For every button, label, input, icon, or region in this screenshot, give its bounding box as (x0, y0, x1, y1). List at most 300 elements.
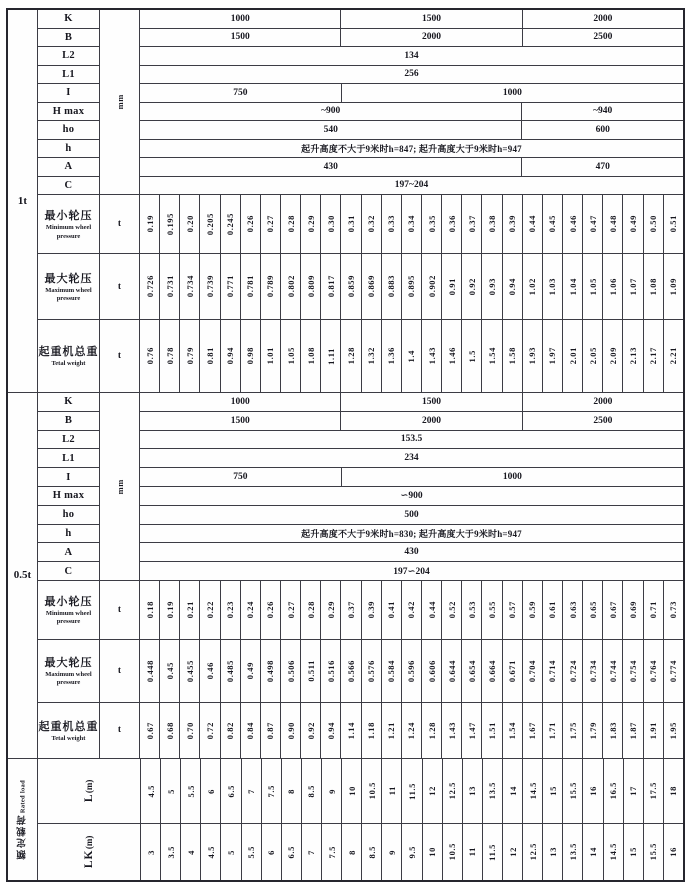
value-cell (140, 703, 160, 758)
value-cell (503, 195, 523, 253)
dim-value: 1000 (502, 472, 522, 483)
value-text: 0.46 (567, 215, 578, 233)
value-text: 12 (427, 786, 438, 796)
value-text: 0.42 (406, 601, 417, 619)
value-text: 3.5 (165, 845, 176, 859)
value-text: 0.24 (245, 601, 256, 619)
value-cell (261, 581, 281, 639)
value-text: 2.13 (627, 347, 638, 365)
value-text: 0.38 (486, 215, 497, 233)
value-text: 0.61 (547, 601, 558, 619)
value-cell (503, 824, 523, 880)
value-cell (321, 195, 341, 253)
value-cell (382, 320, 402, 392)
value-cell (281, 195, 301, 253)
value-text: 0.734 (587, 659, 598, 683)
value-cell (160, 581, 180, 639)
rated-load-label (8, 759, 38, 880)
section-0.5t (8, 393, 683, 759)
value-cell (140, 640, 160, 702)
value-text: 13.5 (487, 782, 498, 800)
value-text: 2.05 (587, 347, 598, 365)
value-text: 0.47 (587, 215, 598, 233)
value-text: 0.69 (627, 601, 638, 619)
value-cell (523, 640, 543, 702)
value-cell (161, 759, 181, 823)
dim-value: 600 (595, 124, 610, 135)
value-text: 7 (246, 788, 257, 794)
value-text: 0.82 (225, 721, 236, 740)
value-cell (604, 759, 624, 823)
value-cell (422, 703, 442, 758)
value-cell (200, 703, 220, 758)
value-text: 0.98 (245, 347, 256, 365)
value-cell (402, 640, 422, 702)
value-cell (200, 581, 220, 639)
value-cell (301, 703, 321, 758)
value-cell (382, 703, 402, 758)
row-label-en: Maximum wheel pressure (45, 286, 92, 302)
value-cell (563, 581, 583, 639)
value-cell (342, 824, 362, 880)
rated-load-en: Rated load (19, 779, 26, 814)
value-text: 10 (346, 786, 357, 796)
value-text: 0.39 (507, 215, 518, 233)
dim-value-row (140, 66, 683, 85)
value-cell (261, 320, 281, 392)
value-cell (482, 581, 502, 639)
value-text: 16 (668, 847, 679, 857)
dim-value: 500 (404, 509, 419, 520)
value-text: 0.817 (325, 275, 336, 298)
value-cell (282, 759, 302, 823)
row-label-zh: 起重机总重 (38, 346, 99, 359)
value-text: 0.67 (607, 601, 618, 619)
value-cell (321, 703, 341, 758)
value-cell (382, 195, 402, 253)
value-text: 0.68 (164, 721, 175, 740)
value-text: 12.5 (447, 782, 458, 800)
value-cell (624, 759, 644, 823)
value-text: 0.714 (547, 659, 558, 683)
value-cell (543, 703, 563, 758)
value-text: 1.93 (527, 347, 538, 365)
value-cell (242, 824, 262, 880)
value-text: 0.802 (285, 275, 296, 298)
value-cell (583, 195, 603, 253)
unit-mm (100, 393, 140, 581)
value-cells (140, 320, 683, 392)
value-cell (442, 581, 462, 639)
value-text: 0.31 (345, 215, 356, 233)
row-min-wheel-pressure (38, 195, 683, 254)
value-text: 10.5 (366, 782, 377, 800)
row-label-en: Tetal weight (51, 360, 86, 368)
value-cell (321, 581, 341, 639)
dim-value-row (140, 393, 683, 412)
value-cell (141, 759, 161, 823)
unit-t: t (100, 195, 140, 253)
value-cell (483, 824, 503, 880)
value-text: 11.5 (406, 782, 417, 800)
value-text: 1.03 (547, 277, 558, 296)
value-cell (462, 254, 482, 319)
value-cell (241, 320, 261, 392)
value-cell (402, 824, 422, 880)
row-label-total-weight (38, 703, 100, 758)
dim-value: ∽900 (400, 491, 423, 502)
dim-value: ~940 (593, 106, 613, 117)
value-text: 0.92 (466, 277, 477, 296)
value-text: 0.94 (507, 277, 518, 296)
value-text: 0.36 (446, 215, 457, 233)
row-label-en: Maximum wheel pressure (45, 671, 92, 687)
value-text: 1.97 (547, 347, 558, 365)
value-cell (201, 824, 221, 880)
value-text: 1.24 (406, 721, 417, 740)
value-text: 9 (326, 788, 337, 794)
value-cell (241, 195, 261, 253)
value-cell (523, 254, 543, 319)
dim-name-h: h (38, 140, 100, 159)
value-text: 9.5 (406, 845, 417, 859)
value-text: 0.895 (406, 275, 417, 298)
value-cell (221, 759, 241, 823)
value-text: 14.5 (527, 782, 538, 800)
value-text: 1.79 (587, 721, 598, 740)
value-cell (623, 640, 643, 702)
value-cell (583, 640, 603, 702)
value-cell (261, 254, 281, 319)
value-text: 6 (205, 788, 216, 794)
value-text: 5.5 (246, 845, 257, 859)
value-cell (543, 759, 563, 823)
dim-value-row (140, 10, 683, 29)
value-text: 2.21 (668, 347, 679, 365)
value-text: 1.75 (567, 721, 578, 740)
value-cell (583, 254, 603, 319)
value-text: 1.36 (386, 347, 397, 365)
value-cell (442, 320, 462, 392)
value-text: 0.764 (648, 659, 659, 683)
dim-value-row (140, 487, 683, 506)
row-min-wheel-pressure (38, 581, 683, 640)
dim-value-row (140, 449, 683, 468)
value-text: 4.5 (145, 784, 156, 798)
value-cell (422, 581, 442, 639)
dim-value-column (140, 393, 683, 581)
value-cell (583, 703, 603, 758)
footer (8, 759, 683, 880)
value-cell (523, 759, 543, 823)
value-text: 1.11 (325, 347, 336, 365)
value-text: 0.731 (164, 275, 175, 298)
value-text: 0.79 (184, 347, 195, 365)
value-cell (200, 254, 220, 319)
value-cell (221, 195, 241, 253)
value-text: 1.91 (648, 721, 659, 740)
value-text: 17.5 (648, 782, 659, 800)
value-cell (140, 195, 160, 253)
value-text: 9 (386, 849, 397, 855)
value-cell (160, 195, 180, 253)
value-text: 1.28 (426, 721, 437, 740)
value-text: 8 (346, 849, 357, 855)
value-text: 11 (467, 847, 478, 857)
dim-value: 1500 (140, 412, 341, 430)
value-cell (402, 759, 422, 823)
value-text: 0.789 (265, 275, 276, 298)
value-text: 5 (165, 788, 176, 794)
value-cell (180, 640, 200, 702)
row-label-LK (38, 824, 141, 880)
value-text: 0.22 (204, 601, 215, 619)
value-cell (281, 581, 301, 639)
row-L (38, 759, 683, 824)
value-cell (341, 320, 361, 392)
value-text: 5 (225, 849, 236, 855)
value-cell (664, 254, 683, 319)
value-cell (442, 254, 462, 319)
value-text: 1.67 (527, 721, 538, 740)
value-text: 0.29 (325, 601, 336, 619)
value-cell (664, 320, 683, 392)
value-text: 0.448 (144, 659, 155, 683)
value-text: 0.596 (406, 659, 417, 683)
value-cell (341, 581, 361, 639)
unit-t: t (100, 320, 140, 392)
value-cell (523, 581, 543, 639)
value-text: 0.73 (668, 601, 679, 619)
dim-name-A: A (38, 158, 100, 177)
value-cell (462, 581, 482, 639)
value-cell (402, 195, 422, 253)
dim-value: 2000 (593, 13, 613, 24)
value-cell (624, 824, 644, 880)
value-cell (301, 640, 321, 702)
value-cell (462, 703, 482, 758)
dim-value: 2000 (341, 29, 522, 47)
value-text: 1.28 (345, 347, 356, 365)
value-cell (503, 640, 523, 702)
value-text: 7.5 (266, 784, 277, 798)
dim-value-row (140, 543, 683, 562)
value-cell (442, 195, 462, 253)
value-text: 0.19 (144, 215, 155, 233)
value-cell (462, 320, 482, 392)
value-text: 0.781 (245, 275, 256, 298)
unit-t: t (100, 254, 140, 319)
value-cell (302, 824, 322, 880)
value-text: 12 (507, 847, 518, 857)
value-text: 11.5 (487, 843, 498, 861)
dim-value: 234 (404, 453, 419, 464)
value-text: 0.902 (426, 275, 437, 298)
value-text: 1.47 (466, 721, 477, 740)
value-text: 0.28 (285, 215, 296, 233)
dim-value-row (140, 103, 683, 122)
value-text: 0.671 (507, 659, 518, 683)
spec-table (6, 8, 685, 882)
dim-name-B: B (38, 29, 100, 48)
value-text: 0.70 (184, 721, 195, 740)
value-cell (241, 703, 261, 758)
value-text: 0.739 (204, 275, 215, 298)
value-cell (503, 581, 523, 639)
value-text: 1.04 (567, 277, 578, 296)
value-cell (160, 640, 180, 702)
value-text: 15 (628, 847, 639, 857)
value-text: 1.43 (426, 347, 437, 365)
value-cell (563, 320, 583, 392)
row-label-en: Minimum wheel pressure (45, 224, 92, 240)
value-cell (523, 824, 543, 880)
value-cell (503, 703, 523, 758)
rated-load-text (16, 780, 30, 859)
value-cell (241, 640, 261, 702)
dim-name-A: A (38, 543, 100, 562)
dim-value-row (140, 121, 683, 140)
value-text: 16 (587, 786, 598, 796)
value-text: 0.57 (507, 601, 518, 619)
dim-value: ~900 (140, 103, 522, 121)
value-cell (282, 824, 302, 880)
value-text: 0.511 (305, 660, 316, 682)
value-cell (482, 195, 502, 253)
value-text: 1.58 (507, 347, 518, 365)
value-cell (482, 254, 502, 319)
value-cell (201, 759, 221, 823)
value-cell (422, 195, 442, 253)
dim-value-row (140, 431, 683, 450)
value-text: 1.14 (345, 721, 356, 740)
value-text: 5.5 (185, 784, 196, 798)
value-text: 0.724 (567, 659, 578, 683)
value-text: 0.27 (265, 215, 276, 233)
label-main: LK (83, 849, 95, 869)
dim-name-ho: ho (38, 121, 100, 140)
dim-value: 540 (140, 121, 522, 139)
value-cell (583, 581, 603, 639)
rated-load-zh: 额定载荷 (17, 813, 28, 860)
label-main: L (83, 793, 95, 803)
value-text: 1.06 (607, 277, 618, 296)
value-cell (543, 320, 563, 392)
value-cell (341, 703, 361, 758)
dim-value-row (140, 158, 683, 177)
value-cell (402, 703, 422, 758)
value-text: 18 (668, 786, 679, 796)
value-text: 6.5 (225, 784, 236, 798)
value-cell (603, 195, 623, 253)
value-cell (503, 254, 523, 319)
value-text: 4 (185, 849, 196, 855)
row-total-weight (38, 703, 683, 758)
dimension-block (38, 10, 683, 195)
value-text: 0.516 (325, 659, 336, 683)
label-unit: (m) (84, 835, 94, 850)
value-text: 0.76 (144, 347, 155, 365)
value-cell (301, 320, 321, 392)
value-text: 10.5 (447, 843, 458, 861)
value-text: 17 (628, 786, 639, 796)
value-cell (180, 703, 200, 758)
row-label-zh: 最小轮压 (44, 596, 93, 609)
value-cell (362, 254, 382, 319)
value-text: 0.49 (627, 215, 638, 233)
value-text: 0.455 (184, 659, 195, 683)
row-label-zh: 起重机总重 (38, 720, 99, 733)
value-text: 0.37 (466, 215, 477, 233)
value-cells (140, 254, 683, 319)
value-cell (623, 254, 643, 319)
value-text: 14 (507, 786, 518, 796)
value-text: 0.37 (345, 601, 356, 619)
value-cell (362, 640, 382, 702)
value-cell (301, 195, 321, 253)
section-body (38, 10, 683, 392)
dim-value-row (140, 506, 683, 525)
value-cell (402, 581, 422, 639)
value-cell (261, 703, 281, 758)
value-text: 0.26 (265, 601, 276, 619)
value-cell (382, 759, 402, 823)
dim-name-ho: ho (38, 506, 100, 525)
dim-name-K: K (38, 10, 100, 29)
dim-name-I: I (38, 468, 100, 487)
dim-value-row (140, 29, 683, 48)
value-text: 1.18 (366, 721, 377, 740)
value-text: 13.5 (567, 843, 578, 861)
value-text: 0.55 (486, 601, 497, 619)
value-cell (341, 254, 361, 319)
value-text: 0.94 (325, 721, 336, 740)
dim-name-H-max: H max (38, 487, 100, 506)
dim-name-L1: L1 (38, 66, 100, 85)
dim-value: 2000 (341, 412, 522, 430)
dim-value: 1500 (341, 393, 522, 411)
value-text: 10 (427, 847, 438, 857)
value-cell (341, 640, 361, 702)
value-text: 2.17 (648, 347, 659, 365)
value-text: 0.59 (527, 601, 538, 619)
value-cell (523, 195, 543, 253)
value-cell (140, 254, 160, 319)
value-cell (362, 759, 382, 823)
value-cell (563, 759, 583, 823)
value-cell (503, 759, 523, 823)
value-cell (261, 195, 281, 253)
label-unit: (m) (84, 779, 94, 794)
value-text: 1.83 (607, 721, 618, 740)
value-cell (402, 320, 422, 392)
value-cell (442, 640, 462, 702)
row-label-zh: 最小轮压 (44, 210, 93, 223)
value-cell (200, 320, 220, 392)
value-text: 1.01 (265, 347, 276, 365)
value-cell (623, 703, 643, 758)
dim-value: 2500 (593, 415, 613, 426)
value-text: 0.27 (285, 601, 296, 619)
value-text: 0.84 (245, 721, 256, 740)
value-text: 1.87 (627, 721, 638, 740)
dim-value-row (140, 177, 683, 196)
row-label-text (83, 780, 95, 802)
value-cell (563, 195, 583, 253)
value-cell (160, 703, 180, 758)
value-text: 0.195 (164, 212, 175, 236)
value-cell (382, 254, 402, 319)
